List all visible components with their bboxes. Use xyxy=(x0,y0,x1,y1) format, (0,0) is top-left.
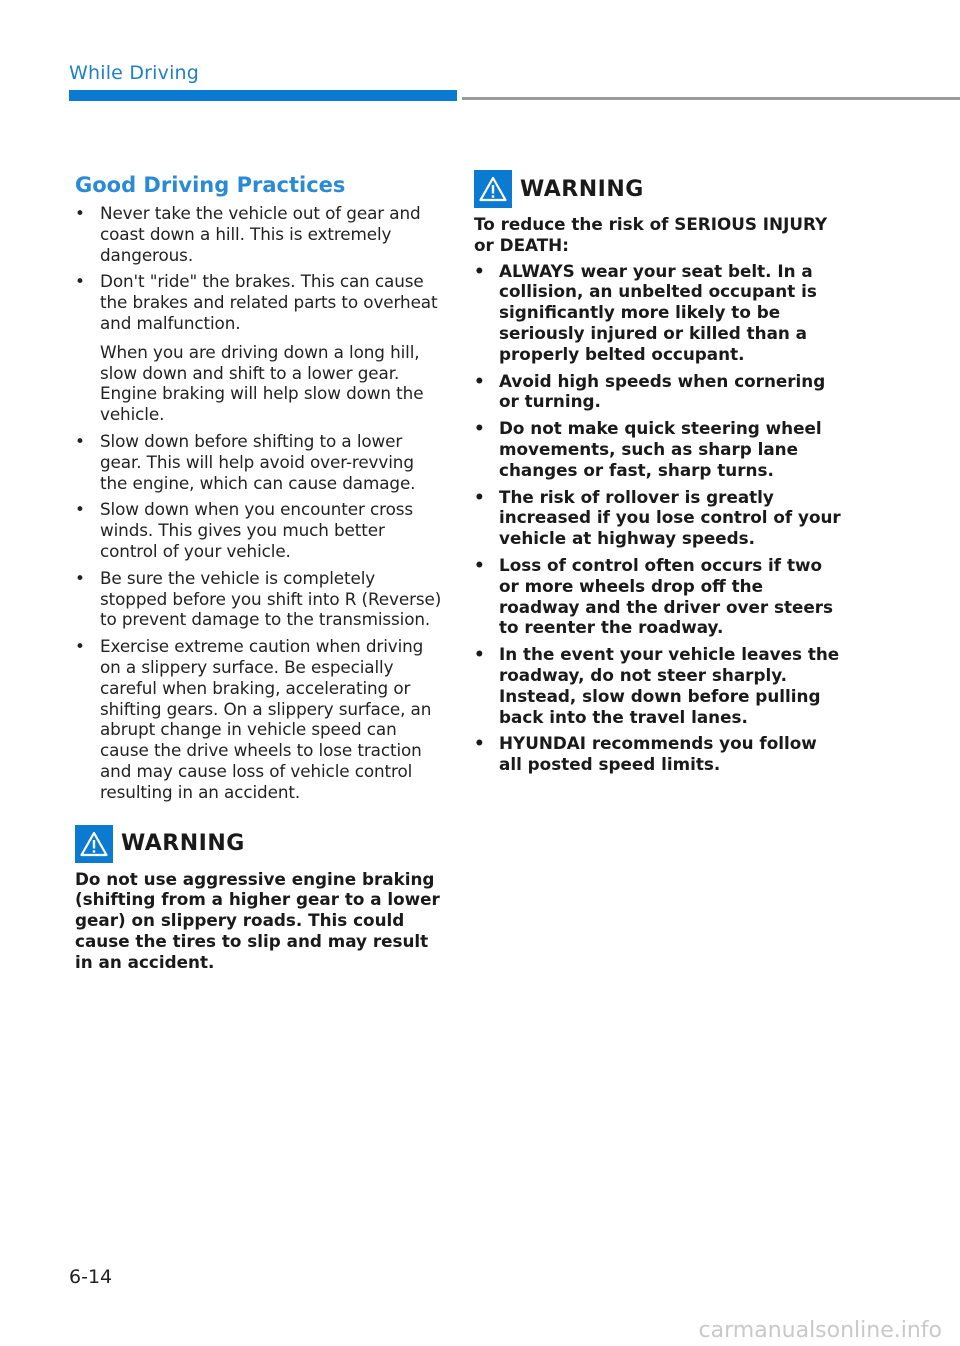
list-item-text: Avoid high speeds when cornering or turning. xyxy=(499,370,826,412)
list-item-text: Never take the vehicle out of gear and coast down a hill. This is extremely dangerous. xyxy=(100,203,421,265)
watermark-text: carmanualsonline.info xyxy=(698,1318,942,1343)
list-item-text: Slow down when you encounter cross winds. This gives you much better control of your vehicle. xyxy=(100,499,414,561)
list-item-text: Be sure the vehicle is completely stopped before you shift into R (Reverse) to prevent damage to the transmission. xyxy=(100,567,442,630)
list-item xyxy=(75,203,445,265)
warning-triangle-icon xyxy=(474,170,512,208)
list-item xyxy=(474,487,844,549)
list-item xyxy=(75,568,445,630)
list-item-text: Don't "ride" the brakes. This can cause the brakes and related parts to overheat and malfunction. xyxy=(100,271,438,333)
left-column xyxy=(75,170,445,973)
bullet-marker: • xyxy=(75,567,85,588)
bullet-marker: • xyxy=(75,636,85,657)
list-item xyxy=(474,261,844,365)
list-item-text: Exercise extreme caution when driving on a slippery surface. Be especially careful when braking, accelerating or shifting gears. On a slippery surface, an abrupt change in vehicle speed can cause the drive wheels to lose traction and may cause loss of vehicle control resulting in an accident. xyxy=(100,636,432,802)
bullet-marker: • xyxy=(474,370,485,391)
list-item-text: In the event your vehicle leaves the roadway, do not steer sharply. Instead, slow down before pulling back into the travel lanes. xyxy=(499,644,840,727)
driving-practices-list xyxy=(75,203,445,803)
header-accent-bar xyxy=(69,90,457,101)
bullet-marker: • xyxy=(474,733,485,754)
bullet-marker: • xyxy=(75,430,85,451)
list-item-text: Loss of control often occurs if two or more wheels drop off the roadway and the driver over steers to reenter the roadway. xyxy=(499,554,834,638)
warning-list xyxy=(474,261,844,775)
list-item-text: HYUNDAI recommends you follow all posted speed limits. xyxy=(499,733,817,775)
list-item-text: Slow down before shifting to a lower gear. This will help avoid over-revving the engine, which can cause damage. xyxy=(100,430,416,493)
right-column xyxy=(474,170,844,781)
list-item xyxy=(474,418,844,480)
engine-braking-warning xyxy=(75,825,445,973)
bullet-marker: • xyxy=(75,203,85,223)
list-item xyxy=(75,271,445,425)
warning-body: Do not use aggressive engine braking (shifting from a higher gear to a lower gear) on slippery roads. This could cause the tires to slip and may result in an accident. xyxy=(75,868,440,972)
list-item xyxy=(474,644,844,727)
bullet-marker: • xyxy=(474,260,485,281)
list-item-text: Do not make quick steering wheel movements, such as sharp lane changes or fast, sharp turns. xyxy=(499,418,822,480)
bullet-marker: • xyxy=(474,644,485,665)
bullet-marker: • xyxy=(474,418,485,439)
bullet-marker: • xyxy=(474,486,485,507)
bullet-marker: • xyxy=(75,271,85,292)
list-item xyxy=(474,555,844,638)
warning-header xyxy=(75,825,445,863)
warning-header xyxy=(474,170,844,208)
warning-intro: To reduce the risk of SERIOUS INJURY or DEATH: xyxy=(474,214,828,255)
header-rule xyxy=(462,97,960,100)
list-item-text: ALWAYS wear your seat belt. In a collision, an unbelted occupant is significantly more likely to be seriously injured or killed than a properly belted occupant. xyxy=(499,260,817,364)
list-item xyxy=(75,636,445,802)
list-item xyxy=(75,431,445,493)
section-header-title: While Driving xyxy=(69,62,200,84)
list-item-text: The risk of rollover is greatly increased if you lose control of your vehicle at highway speeds. xyxy=(499,486,841,549)
bullet-marker: • xyxy=(474,554,485,575)
list-item xyxy=(75,499,445,561)
warning-title: WARNING xyxy=(121,831,245,857)
warning-title: WARNING xyxy=(520,176,644,202)
list-item xyxy=(474,733,844,775)
bullet-marker: • xyxy=(75,499,85,520)
list-item-continuation: When you are driving down a long hill, slow down and shift to a lower gear. Engine braking will help slow down the vehicle. xyxy=(100,341,424,425)
warning-triangle-icon xyxy=(75,825,113,863)
page-number: 6-14 xyxy=(69,1266,113,1288)
section-title: Good Driving Practices xyxy=(75,173,346,197)
list-item xyxy=(474,371,844,413)
safety-warning xyxy=(474,170,844,775)
